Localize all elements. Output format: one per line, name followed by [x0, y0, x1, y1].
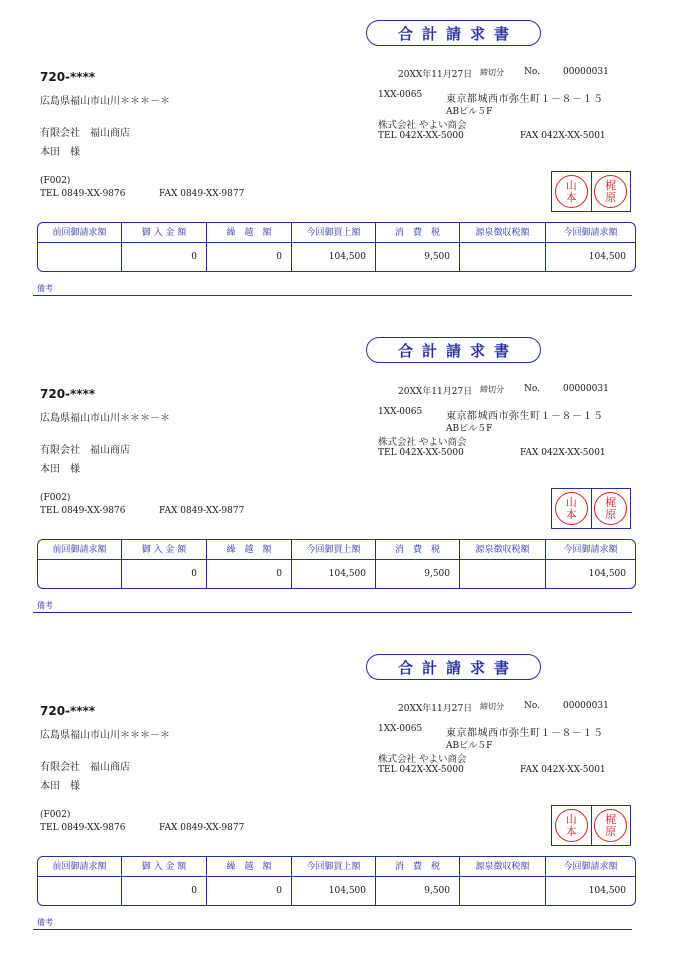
- issuer-fax: FAX 042X-XX-5001: [520, 448, 606, 458]
- issuer-tel: TEL 042X-XX-5000: [378, 131, 464, 141]
- seal-stamp: [594, 809, 627, 842]
- header-previous-billing: 前回御請求額: [38, 540, 122, 560]
- issuer-address: 東京都城西市弥生町１－８－１５: [446, 94, 604, 105]
- value-payment-received: 0: [122, 877, 207, 905]
- invoice-number: 00000031: [563, 384, 609, 394]
- seal-char: 原: [605, 507, 617, 521]
- header-withholding-tax: 源泉徴収税額: [460, 540, 546, 560]
- seal-char: 梶: [605, 495, 617, 509]
- value-current-billing: 104,500: [588, 569, 626, 579]
- amount-table: [37, 856, 636, 906]
- value-payment-received: 0: [122, 243, 207, 271]
- issuer-zip: 1XX-0065: [378, 90, 423, 100]
- value-previous-billing: [38, 243, 122, 271]
- invoice-number-label: No.: [524, 67, 540, 77]
- header-consumption-tax: 消 費 税: [376, 223, 460, 243]
- value-current-billing: 104,500: [588, 886, 626, 896]
- recipient-postal-code: 720-****: [40, 704, 96, 718]
- header-payment-received: 御 入 金 額: [122, 857, 207, 877]
- value-payment-received: 0: [122, 560, 207, 588]
- closing-label: 締切分: [480, 702, 504, 711]
- value-current-billing: 104,500: [588, 252, 626, 262]
- seal-char: 本: [565, 824, 577, 838]
- value-current-purchases: 104,500: [292, 560, 376, 588]
- recipient-fax: FAX 0849-XX-9877: [159, 506, 245, 516]
- seal-stamp: [555, 492, 588, 525]
- invoice-date: 20XX年11月27日: [398, 387, 473, 397]
- header-current-billing: 今回御請求額: [546, 223, 635, 243]
- header-consumption-tax: 消 費 税: [376, 540, 460, 560]
- remarks-label: 備考: [37, 918, 53, 927]
- invoice-title: 合計請求書: [366, 337, 541, 363]
- seal-char: 梶: [605, 812, 617, 826]
- header-withholding-tax: 源泉徴収税額: [460, 857, 546, 877]
- issuer-company: 株式会社 やよい商会: [378, 437, 467, 448]
- seal-char: 梶: [605, 178, 617, 192]
- recipient-person: 本田 様: [40, 147, 80, 158]
- approval-stamp-box: [551, 488, 631, 529]
- invoice-date: 20XX年11月27日: [398, 70, 473, 80]
- header-payment-received: 御 入 金 額: [122, 223, 207, 243]
- stamp-cell: [552, 806, 591, 845]
- seal-char: 山: [565, 178, 577, 192]
- closing-label: 締切分: [480, 385, 504, 394]
- seal-stamp: [555, 175, 588, 208]
- invoice-date: 20XX年11月27日: [398, 704, 473, 714]
- seal-char: 本: [565, 507, 577, 521]
- invoice-slip: [0, 634, 674, 952]
- value-previous-billing: [38, 877, 122, 905]
- header-consumption-tax: 消 費 税: [376, 857, 460, 877]
- seal-stamp: [555, 809, 588, 842]
- amount-table: [37, 222, 636, 272]
- recipient-company: 有限会社 福山商店: [40, 762, 130, 773]
- issuer-tel: TEL 042X-XX-5000: [378, 448, 464, 458]
- approval-stamp-box: [551, 171, 631, 212]
- issuer-tel: TEL 042X-XX-5000: [378, 765, 464, 775]
- value-withholding-tax: [460, 877, 546, 905]
- issuer-building: ABビル５F: [446, 107, 493, 117]
- value-carried-over: 0: [207, 243, 292, 271]
- seal-char: 原: [605, 190, 617, 204]
- recipient-address: 広島県福山市山川＊＊＊－＊: [40, 730, 170, 741]
- issuer-building: ABビル５F: [446, 741, 493, 751]
- customer-code: (F002): [40, 493, 71, 503]
- header-carried-over: 繰 越 額: [207, 857, 292, 877]
- issuer-company: 株式会社 やよい商会: [378, 120, 467, 131]
- recipient-address: 広島県福山市山川＊＊＊－＊: [40, 96, 170, 107]
- remarks-divider: [33, 929, 632, 930]
- issuer-fax: FAX 042X-XX-5001: [520, 131, 606, 141]
- seal-char: 山: [565, 495, 577, 509]
- value-withholding-tax: [460, 560, 546, 588]
- seal-stamp: [594, 175, 627, 208]
- customer-code: (F002): [40, 810, 71, 820]
- value-consumption-tax: 9,500: [376, 560, 460, 588]
- amount-table: [37, 539, 636, 589]
- recipient-company: 有限会社 福山商店: [40, 128, 130, 139]
- header-carried-over: 繰 越 額: [207, 540, 292, 560]
- invoice-number-label: No.: [524, 701, 540, 711]
- recipient-person: 本田 様: [40, 464, 80, 475]
- issuer-zip: 1XX-0065: [378, 724, 423, 734]
- header-payment-received: 御 入 金 額: [122, 540, 207, 560]
- header-carried-over: 繰 越 額: [207, 223, 292, 243]
- remarks-divider: [33, 295, 632, 296]
- value-current-purchases: 104,500: [292, 877, 376, 905]
- seal-stamp: [594, 492, 627, 525]
- remarks-label: 備考: [37, 601, 53, 610]
- recipient-tel: TEL 0849-XX-9876: [40, 823, 126, 833]
- issuer-company: 株式会社 やよい商会: [378, 754, 467, 765]
- seal-char: 本: [565, 190, 577, 204]
- recipient-tel: TEL 0849-XX-9876: [40, 506, 126, 516]
- header-current-billing: 今回御請求額: [546, 857, 635, 877]
- issuer-fax: FAX 042X-XX-5001: [520, 765, 606, 775]
- stamp-cell: [591, 806, 631, 845]
- value-carried-over: 0: [207, 560, 292, 588]
- invoice-number-label: No.: [524, 384, 540, 394]
- value-consumption-tax: 9,500: [376, 877, 460, 905]
- remarks-label: 備考: [37, 284, 53, 293]
- closing-label: 締切分: [480, 68, 504, 77]
- issuer-building: ABビル５F: [446, 424, 493, 434]
- seal-char: 原: [605, 824, 617, 838]
- invoice-slip: [0, 317, 674, 635]
- value-previous-billing: [38, 560, 122, 588]
- approval-stamp-box: [551, 805, 631, 846]
- issuer-address: 東京都城西市弥生町１－８－１５: [446, 411, 604, 422]
- value-withholding-tax: [460, 243, 546, 271]
- seal-char: 山: [565, 812, 577, 826]
- invoice-slip: [0, 0, 674, 318]
- header-current-billing: 今回御請求額: [546, 540, 635, 560]
- recipient-fax: FAX 0849-XX-9877: [159, 189, 245, 199]
- recipient-person: 本田 様: [40, 781, 80, 792]
- value-current-purchases: 104,500: [292, 243, 376, 271]
- header-current-purchases: 今回御買上額: [292, 223, 376, 243]
- value-carried-over: 0: [207, 877, 292, 905]
- recipient-postal-code: 720-****: [40, 70, 96, 84]
- recipient-fax: FAX 0849-XX-9877: [159, 823, 245, 833]
- header-previous-billing: 前回御請求額: [38, 857, 122, 877]
- customer-code: (F002): [40, 176, 71, 186]
- issuer-address: 東京都城西市弥生町１－８－１５: [446, 728, 604, 739]
- issuer-zip: 1XX-0065: [378, 407, 423, 417]
- stamp-cell: [552, 172, 591, 211]
- stamp-cell: [591, 172, 631, 211]
- value-consumption-tax: 9,500: [376, 243, 460, 271]
- header-withholding-tax: 源泉徴収税額: [460, 223, 546, 243]
- stamp-cell: [552, 489, 591, 528]
- header-previous-billing: 前回御請求額: [38, 223, 122, 243]
- recipient-tel: TEL 0849-XX-9876: [40, 189, 126, 199]
- invoice-title: 合計請求書: [366, 654, 541, 680]
- invoice-number: 00000031: [563, 701, 609, 711]
- invoice-title: 合計請求書: [366, 20, 541, 46]
- recipient-postal-code: 720-****: [40, 387, 96, 401]
- remarks-divider: [33, 612, 632, 613]
- header-current-purchases: 今回御買上額: [292, 857, 376, 877]
- recipient-company: 有限会社 福山商店: [40, 445, 130, 456]
- invoice-number: 00000031: [563, 67, 609, 77]
- stamp-cell: [591, 489, 631, 528]
- header-current-purchases: 今回御買上額: [292, 540, 376, 560]
- recipient-address: 広島県福山市山川＊＊＊－＊: [40, 413, 170, 424]
